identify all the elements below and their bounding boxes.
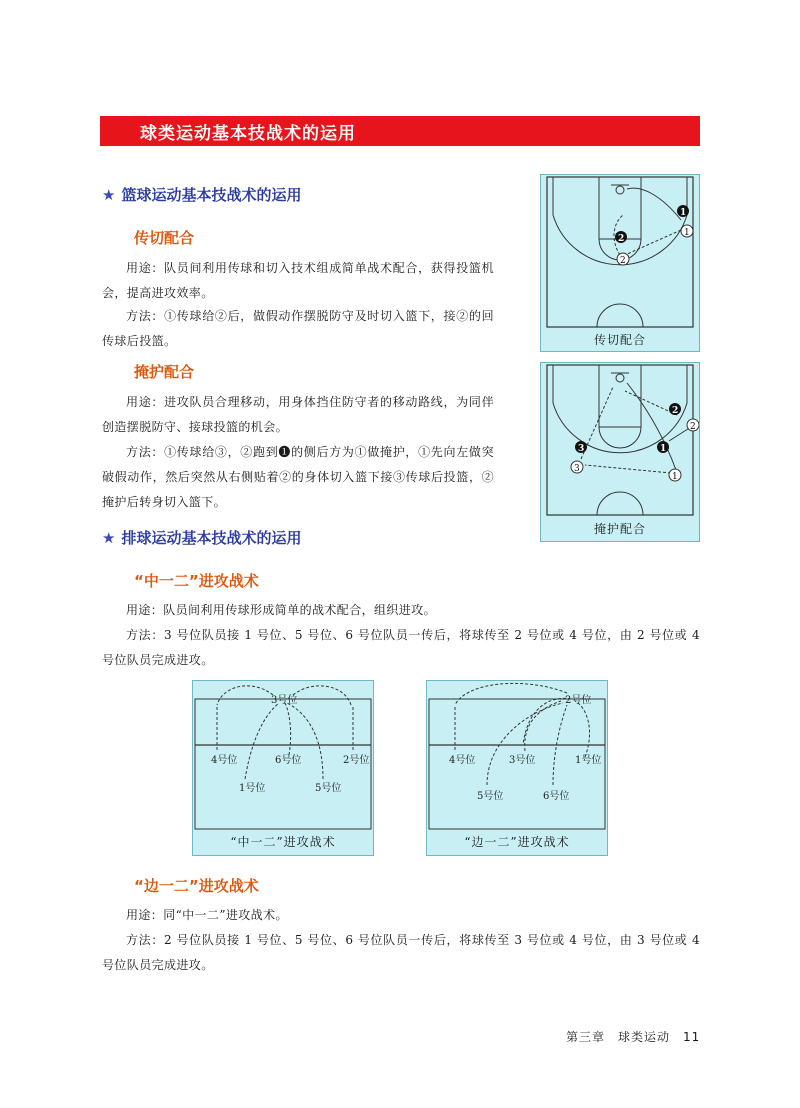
pass-cut-method: 方法：①传球给②后，做假动作摆脱防守及时切入篮下，接②的回传球后投篮。 [102,309,494,348]
pos-3-label: 3号位 [509,755,536,766]
svg-text:1: 1 [680,208,687,218]
pass-cut-figure [540,174,700,352]
pos-3-label: 3号位 [271,695,298,706]
pass-cut-caption: 传切配合 [593,333,646,347]
side-attack-usage: 用途：同“中一二”进攻战术。 [126,908,288,922]
screen-usage: 用途：进攻队员合理移动，用身体挡住防守者的移动路线，为同伴创造摆脱防守、接球投篮的机会。 [102,395,494,434]
svg-text:2: 2 [672,406,679,416]
screen-method: 方法：①传球给③，②跑到❶的侧后方为①做掩护，①先向左做突破假动作，然后突然从右侧贴着②的身体切入篮下接③传球后投篮，②掩护后转身切入篮下。 [102,445,494,509]
side-attack-diagram [427,681,607,855]
svg-text:2: 2 [620,256,626,266]
middle-attack-method: 方法：3 号位队员接 1 号位、5 号位、6 号位队员一传后，将球传至 2 号位或 4 号位，由 2 号位或 4 号位队员完成进攻。 [102,628,700,667]
side-attack-figure [426,680,608,856]
volleyball-heading [102,527,301,548]
middle-attack-diagram [193,681,373,855]
svg-text:3: 3 [578,444,585,454]
pass-cut-diagram [541,175,699,351]
basketball-heading-text: 篮球运动基本技战术的运用 [121,186,302,204]
star-icon: ★ [102,529,116,547]
basketball-heading [102,184,301,205]
svg-text:2: 2 [618,234,625,244]
pos-5-label: 5号位 [315,783,342,794]
svg-text:3: 3 [574,464,580,474]
svg-text:1: 1 [684,228,690,238]
middle-attack-figure [192,680,374,856]
svg-text:1: 1 [660,444,667,454]
screen-figure [540,362,700,542]
page-footer: 第三章 球类运动 11 [566,1030,701,1044]
pass-cut-title: 传切配合 [134,229,195,247]
pos-2-label: 2号位 [343,755,370,766]
screen-title: 掩护配合 [134,363,195,381]
side-attack-caption: “边一二”进攻战术 [464,835,570,849]
banner-title: 球类运动基本技战术的运用 [140,124,356,144]
section-banner [100,116,700,146]
pos-4-label: 4号位 [211,755,238,766]
middle-attack-caption: “中一二”进攻战术 [230,835,336,849]
side-attack-method: 方法：2 号位队员接 1 号位、5 号位、6 号位队员一传后，将球传至 3 号位或 4 号位，由 3 号位或 4 号位队员完成进攻。 [102,933,700,972]
pos-6-label: 6号位 [275,755,302,766]
pos-6-label: 6号位 [543,791,570,802]
star-icon: ★ [102,186,116,204]
screen-diagram [541,363,699,541]
svg-text:2: 2 [690,422,696,432]
pass-cut-usage: 用途：队员间利用传球和切入技术组成简单战术配合，获得投篮机会，提高进攻效率。 [102,261,494,300]
pos-1-label: 1号位 [239,783,266,794]
volleyball-heading-text: 排球运动基本技战术的运用 [121,529,302,547]
middle-attack-title: “中一二”进攻战术 [134,572,259,590]
middle-attack-usage: 用途：队员间利用传球形成简单的战术配合，组织进攻。 [126,603,437,617]
pos-2-label: 2号位 [565,695,592,706]
svg-text:1: 1 [672,472,678,482]
pos-4-label: 4号位 [449,755,476,766]
pos-1-label: 1号位 [575,755,602,766]
side-attack-title: “边一二”进攻战术 [134,877,259,895]
pos-5-label: 5号位 [477,791,504,802]
screen-caption: 掩护配合 [593,522,646,536]
